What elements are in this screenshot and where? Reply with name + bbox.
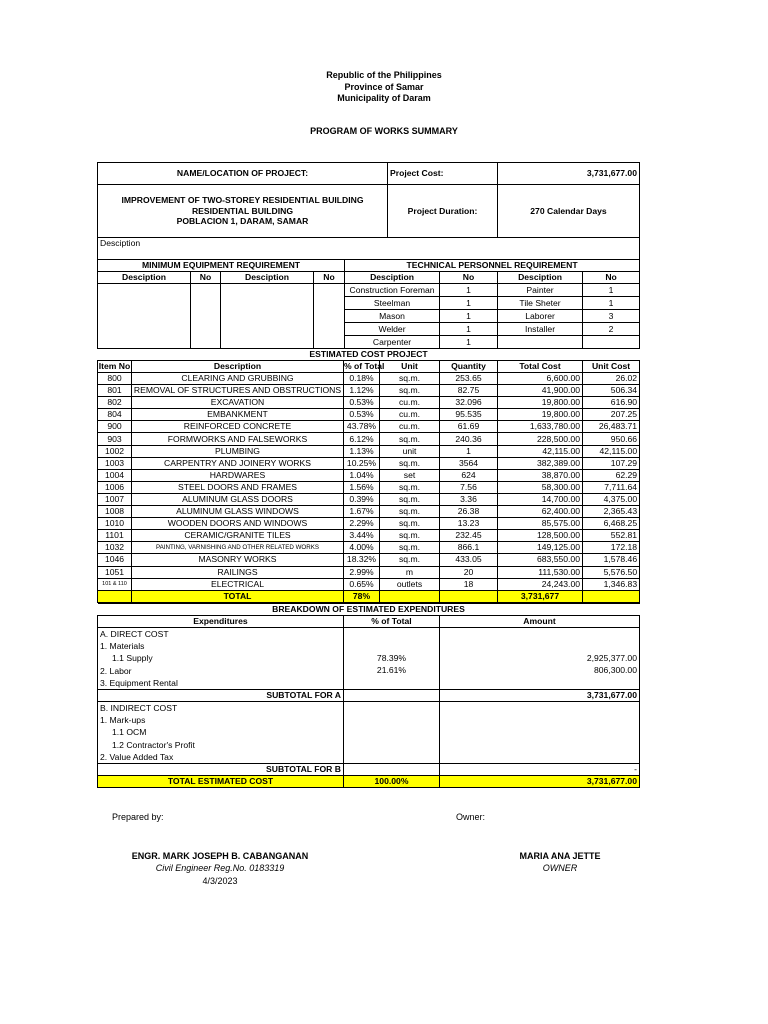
cell-unit: sq.m. [380, 481, 440, 493]
cell-pct: 43.78% [344, 421, 380, 433]
cell-item-no: 1007 [98, 493, 132, 505]
personnel-col-desc-2: Desciption [498, 272, 583, 284]
direct-amount-cell [440, 628, 640, 690]
cell-quantity: 232.45 [440, 530, 498, 542]
col-amount: Amount [440, 616, 640, 628]
cell-description: PAINTING, VARNISHING AND OTHER RELATED WORKS [132, 542, 344, 554]
col-quantity: Quantity [440, 361, 498, 373]
cell-unit: sq.m. [380, 542, 440, 554]
table-row [98, 493, 640, 505]
personnel-right-desc: Laborer [498, 310, 583, 323]
cell-description: PLUMBING [132, 445, 344, 457]
republic-line: Republic of the Philippines [326, 70, 442, 80]
personnel-left-no: 1 [440, 336, 498, 349]
cell-unit: cu.m. [380, 397, 440, 409]
cell-description: FORMWORKS AND FALSEWORKS [132, 433, 344, 445]
cell-item-no: 1101 [98, 530, 132, 542]
equip-col-desc-2: Desciption [221, 272, 314, 284]
equip-empty-3 [221, 284, 314, 349]
col-unit: Unit [380, 361, 440, 373]
cell-item-no: 1051 [98, 566, 132, 578]
table-row [98, 457, 640, 469]
cell-description: REMOVAL OF STRUCTURES AND OBSTRUCTIONS [132, 385, 344, 397]
owner-label: Owner: [456, 812, 486, 822]
total-empty [440, 590, 498, 602]
total-empty [98, 590, 132, 602]
cell-item-no: 1010 [98, 518, 132, 530]
contractor-profit-label: 1.2 Contractor's Profit [112, 739, 195, 750]
prepared-by-label: Prepared by: [112, 812, 164, 822]
cell-total-cost: 19,800.00 [498, 409, 583, 421]
equipment-rental-label: 3. Equipment Rental [100, 677, 178, 688]
cell-total-cost: 41,900.00 [498, 385, 583, 397]
personnel-left-desc: Mason [345, 310, 440, 323]
cell-total-cost: 128,500.00 [498, 530, 583, 542]
equip-empty-1 [98, 284, 191, 349]
table-row [98, 542, 640, 554]
table-row [98, 506, 640, 518]
personnel-title: TECHNICAL PERSONNEL REQUIREMENT [345, 260, 640, 272]
personnel-left-desc: Welder [345, 323, 440, 336]
cell-unit: cu.m. [380, 421, 440, 433]
cell-description: CLEARING AND GRUBBING [132, 373, 344, 385]
cell-total-cost: 85,575.00 [498, 518, 583, 530]
direct-pct-cell [344, 628, 440, 690]
vat-label: 2. Value Added Tax [100, 751, 174, 762]
cell-unit-cost: 4,375.00 [583, 493, 640, 505]
cell-item-no: 1003 [98, 457, 132, 469]
table-row [98, 566, 640, 578]
subtotal-b-amount: - [440, 764, 640, 776]
personnel-left-no: 1 [440, 284, 498, 297]
project-name-cell [98, 185, 388, 238]
indirect-amount-cell [440, 702, 640, 764]
subtotal-a-amount: 3,731,677.00 [440, 690, 640, 702]
table-row [98, 409, 640, 421]
project-name-label: NAME/LOCATION OF PROJECT: [98, 163, 388, 185]
cell-item-no: 903 [98, 433, 132, 445]
equip-col-no-2: No [314, 272, 345, 284]
estimate-table [97, 348, 640, 603]
cell-total-cost: 14,700.00 [498, 493, 583, 505]
cell-unit-cost: 2,365.43 [583, 506, 640, 518]
table-row [98, 530, 640, 542]
cell-unit-cost: 506.34 [583, 385, 640, 397]
table-row [98, 518, 640, 530]
breakdown-table [97, 603, 640, 788]
cell-pct: 3.44% [344, 530, 380, 542]
cell-item-no: 1006 [98, 481, 132, 493]
cell-pct: 6.12% [344, 433, 380, 445]
cell-unit: unit [380, 445, 440, 457]
cell-unit-cost: 42,115.00 [583, 445, 640, 457]
materials-label: 1. Materials [100, 641, 145, 652]
table-row [98, 481, 640, 493]
cell-quantity: 13.23 [440, 518, 498, 530]
subtotal-b-label: SUBTOTAL FOR B [98, 764, 344, 776]
direct-cost-label: A. DIRECT COST [100, 629, 169, 639]
municipality-line: Municipality of Daram [337, 93, 431, 103]
equip-empty-2 [191, 284, 221, 349]
cell-unit: set [380, 469, 440, 481]
personnel-col-no: No [440, 272, 498, 284]
cell-description: HARDWARES [132, 469, 344, 481]
equip-empty-4 [314, 284, 345, 349]
col-unit-cost: Unit Cost [583, 361, 640, 373]
cell-unit-cost: 552.81 [583, 530, 640, 542]
cell-pct: 0.53% [344, 397, 380, 409]
cell-item-no: 1002 [98, 445, 132, 457]
cell-unit-cost: 26,483.71 [583, 421, 640, 433]
cell-description: CARPENTRY AND JOINERY WORKS [132, 457, 344, 469]
table-row [98, 554, 640, 566]
personnel-col-desc: Desciption [345, 272, 440, 284]
cell-total-cost: 38,870.00 [498, 469, 583, 481]
cell-quantity: 95.535 [440, 409, 498, 421]
estimate-title: ESTIMATED COST PROJECT [98, 349, 640, 361]
cell-unit-cost: 6,468.25 [583, 518, 640, 530]
cell-quantity: 7.56 [440, 481, 498, 493]
labor-label: 2. Labor [100, 665, 132, 676]
cell-quantity: 61.69 [440, 421, 498, 433]
col-pct-total: % of Total [344, 361, 385, 371]
cell-description: ELECTRICAL [132, 578, 344, 590]
supply-label: 1.1 Supply [112, 653, 153, 664]
cell-unit-cost: 207.25 [583, 409, 640, 421]
personnel-left-no: 1 [440, 323, 498, 336]
personnel-right-desc: Tile Sheter [498, 297, 583, 310]
cell-pct: 18.32% [344, 554, 380, 566]
cell-pct: 0.65% [344, 578, 380, 590]
cell-unit-cost: 1,346.83 [583, 578, 640, 590]
cell-item-no: 804 [98, 409, 132, 421]
cell-unit: sq.m. [380, 506, 440, 518]
cell-total-cost: 683,550.00 [498, 554, 583, 566]
cell-description: WOODEN DOORS AND WINDOWS [132, 518, 344, 530]
page-title: PROGRAM OF WORKS SUMMARY [310, 126, 458, 136]
personnel-right-empty [583, 336, 640, 349]
cell-pct: 1.04% [344, 469, 380, 481]
cell-item-no: 1046 [98, 554, 132, 566]
cell-total-cost: 6,600.00 [498, 373, 583, 385]
cell-quantity: 624 [440, 469, 498, 481]
cell-description: RAILINGS [132, 566, 344, 578]
personnel-right-no: 1 [583, 284, 640, 297]
cell-description: EXCAVATION [132, 397, 344, 409]
breakdown-title: BREAKDOWN OF ESTIMATED EXPENDITURES [98, 604, 640, 616]
cell-item-no: 900 [98, 421, 132, 433]
col-item-no: Item No [98, 361, 131, 371]
cell-pct: 1.56% [344, 481, 380, 493]
cell-total-cost: 149,125.00 [498, 542, 583, 554]
cell-quantity: 20 [440, 566, 498, 578]
personnel-right-no: 3 [583, 310, 640, 323]
cell-total-cost: 228,500.00 [498, 433, 583, 445]
cell-item-no: 1008 [98, 506, 132, 518]
cell-total-cost: 19,800.00 [498, 397, 583, 409]
equip-col-no: No [191, 272, 221, 284]
cell-unit-cost: 616.90 [583, 397, 640, 409]
prepared-date: 4/3/2023 [202, 876, 238, 886]
cell-unit: sq.m. [380, 493, 440, 505]
cell-pct: 0.53% [344, 409, 380, 421]
cell-description: REINFORCED CONCRETE [132, 421, 344, 433]
owner-title: OWNER [542, 863, 578, 873]
total-pct: 78% [344, 590, 380, 602]
labor-amount: 806,300.00 [593, 665, 637, 675]
cell-item-no: 800 [98, 373, 132, 385]
cell-unit-cost: 26.02 [583, 373, 640, 385]
cell-unit-cost: 107.29 [583, 457, 640, 469]
cell-total-cost: 382,389.00 [498, 457, 583, 469]
cell-pct: 1.13% [344, 445, 380, 457]
project-name-line2: RESIDENTIAL BUILDING [191, 205, 294, 216]
table-row [98, 397, 640, 409]
cell-pct: 1.12% [344, 385, 380, 397]
table-row [98, 445, 640, 457]
cell-unit-cost: 172.18 [583, 542, 640, 554]
cell-quantity: 82.75 [440, 385, 498, 397]
supply-amount: 2,925,377.00 [586, 653, 637, 663]
indirect-pct-cell [344, 702, 440, 764]
equip-col-desc: Desciption [98, 272, 191, 284]
cell-item-no: 801 [98, 385, 132, 397]
table-row [98, 421, 640, 433]
description-label: Desciption [98, 238, 640, 260]
cell-total-cost: 111,530.00 [498, 566, 583, 578]
ocm-label: 1.1 OCM [112, 727, 147, 738]
col-total-cost: Total Cost [498, 361, 583, 373]
subtotal-b-pct [344, 764, 440, 776]
cell-description: STEEL DOORS AND FRAMES [132, 481, 344, 493]
table-row [98, 373, 640, 385]
cell-item-no: 802 [98, 397, 132, 409]
cell-quantity: 866.1 [440, 542, 498, 554]
cell-pct: 10.25% [344, 457, 380, 469]
cell-quantity: 18 [440, 578, 498, 590]
cell-quantity: 26.38 [440, 506, 498, 518]
cell-description: EMBANKMENT [132, 409, 344, 421]
subtotal-a-label: SUBTOTAL FOR A [98, 690, 344, 702]
cell-pct: 2.29% [344, 518, 380, 530]
cell-pct: 2.99% [344, 566, 380, 578]
personnel-left-desc: Steelman [345, 297, 440, 310]
cell-total-cost: 58,300.00 [498, 481, 583, 493]
cell-quantity: 240.36 [440, 433, 498, 445]
cell-unit-cost: 1,578.46 [583, 554, 640, 566]
cell-unit-cost: 5,576.50 [583, 566, 640, 578]
cell-item-no: 101 & 110 [98, 578, 132, 590]
engineer-title: Civil Engineer Reg.No. 0183319 [155, 863, 285, 873]
requirements-table [97, 259, 640, 349]
cell-total-cost: 42,115.00 [498, 445, 583, 457]
direct-cost-cell [98, 628, 344, 690]
table-row [98, 578, 640, 590]
cell-quantity: 32.096 [440, 397, 498, 409]
grand-total-pct: 100.00% [344, 776, 440, 788]
project-name-line1: IMPROVEMENT OF TWO-STOREY RESIDENTIAL BUILDING [121, 195, 364, 206]
personnel-right-desc: Painter [498, 284, 583, 297]
project-duration-label: Project Duration: [388, 185, 498, 238]
cell-unit: outlets [380, 578, 440, 590]
personnel-col-no-2: No [583, 272, 640, 284]
project-duration-value: 270 Calendar Days [498, 185, 640, 238]
col-pct: % of Total [344, 616, 440, 628]
cell-unit-cost: 950.66 [583, 433, 640, 445]
indirect-cost-label: B. INDIRECT COST [100, 703, 178, 714]
cell-total-cost: 1,633,780.00 [498, 421, 583, 433]
cell-unit-cost: 7,711.64 [583, 481, 640, 493]
estimate-body [98, 373, 640, 591]
total-empty [583, 590, 640, 602]
cell-unit: sq.m. [380, 457, 440, 469]
cell-pct: 0.39% [344, 493, 380, 505]
project-cost-label: Project Cost: [388, 163, 498, 185]
cell-pct: 0.18% [344, 373, 380, 385]
markups-label: 1. Mark-ups [100, 715, 146, 726]
cell-quantity: 1 [440, 445, 498, 457]
project-cost-value: 3,731,677.00 [498, 163, 640, 185]
personnel-left-desc: Carpenter [345, 336, 440, 349]
table-row [98, 433, 640, 445]
cell-total-cost: 24,243.00 [498, 578, 583, 590]
cell-pct: 1.67% [344, 506, 380, 518]
cell-description: ALUMINUM GLASS WINDOWS [132, 506, 344, 518]
cell-description: ALUMINUM GLASS DOORS [132, 493, 344, 505]
personnel-right-empty [498, 336, 583, 349]
cell-quantity: 253.65 [440, 373, 498, 385]
province-line: Province of Samar [344, 81, 424, 92]
personnel-right-no: 2 [583, 323, 640, 336]
cell-unit: sq.m. [380, 554, 440, 566]
grand-total-amount: 3,731,677.00 [440, 776, 640, 788]
personnel-left-desc: Construction Foreman [345, 284, 440, 297]
cell-unit: sq.m. [380, 373, 440, 385]
cell-unit: sq.m. [380, 518, 440, 530]
cell-unit-cost: 62.29 [583, 469, 640, 481]
subtotal-a-pct [344, 690, 440, 702]
col-description: Description [132, 361, 344, 373]
cell-quantity: 3564 [440, 457, 498, 469]
cell-unit: m [380, 566, 440, 578]
col-expenditures: Expenditures [98, 616, 344, 628]
project-name-line3: POBLACION 1, DARAM, SAMAR [176, 216, 309, 227]
engineer-name: ENGR. MARK JOSEPH B. CABANGANAN [131, 851, 309, 861]
personnel-left-no: 1 [440, 310, 498, 323]
project-info-table [97, 162, 640, 260]
total-cost: 3,731,677 [498, 590, 583, 602]
labor-pct: 21.61% [376, 665, 407, 675]
cell-description: MASONRY WORKS [132, 554, 344, 566]
supply-pct: 78.39% [376, 653, 407, 663]
personnel-right-desc: Installer [498, 323, 583, 336]
cell-total-cost: 62,400.00 [498, 506, 583, 518]
table-row [98, 385, 640, 397]
cell-item-no: 1032 [98, 542, 132, 554]
grand-total-label: TOTAL ESTIMATED COST [98, 776, 344, 788]
personnel-left-no: 1 [440, 297, 498, 310]
cell-quantity: 3.36 [440, 493, 498, 505]
cell-unit: sq.m. [380, 385, 440, 397]
personnel-right-no: 1 [583, 297, 640, 310]
cell-unit: sq.m. [380, 530, 440, 542]
cell-description: CERAMIC/GRANITE TILES [132, 530, 344, 542]
total-empty [380, 590, 440, 602]
cell-pct: 4.00% [344, 542, 380, 554]
cell-unit: sq.m. [380, 433, 440, 445]
cell-unit: cu.m. [380, 409, 440, 421]
indirect-cost-cell [98, 702, 344, 764]
table-row [98, 469, 640, 481]
total-label: TOTAL [132, 590, 344, 602]
equipment-title: MINIMUM EQUIPMENT REQUIREMENT [98, 260, 345, 272]
cell-item-no: 1004 [98, 469, 132, 481]
cell-quantity: 433.05 [440, 554, 498, 566]
owner-name: MARIA ANA JETTE [519, 851, 601, 861]
